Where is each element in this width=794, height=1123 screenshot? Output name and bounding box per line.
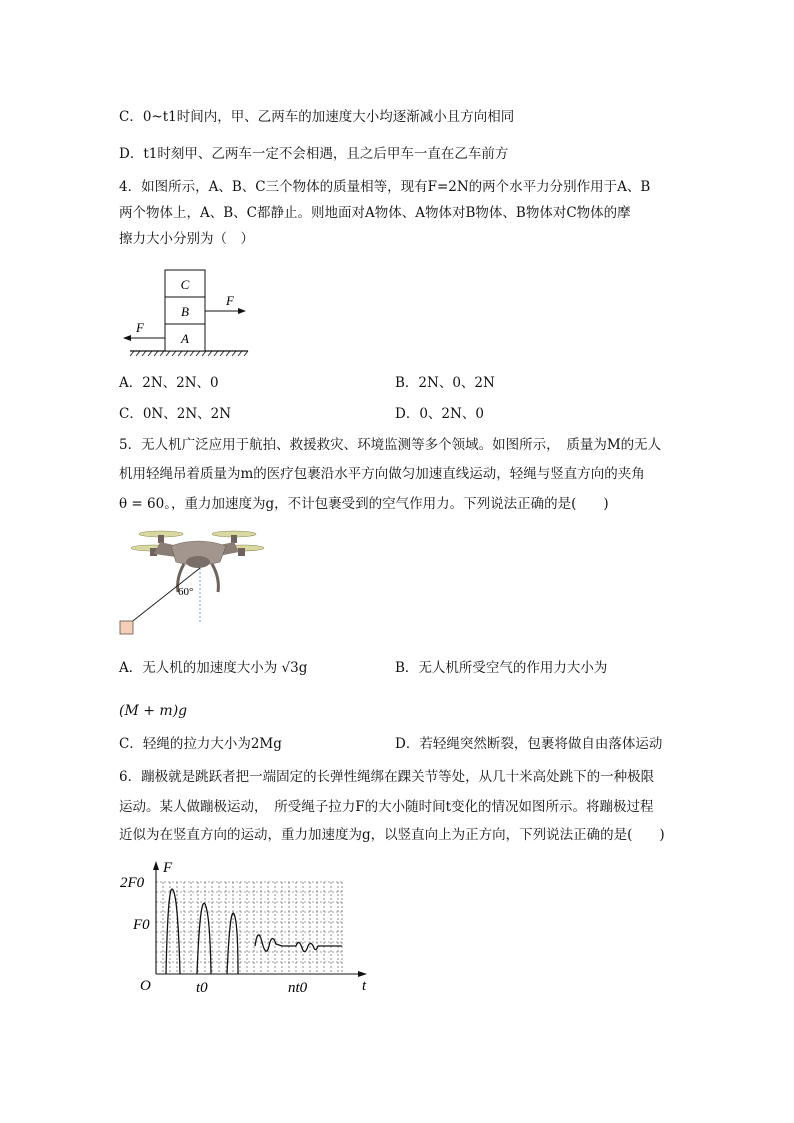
q4-block-figure [118, 265, 258, 360]
q4-stem-line-1: 4．如图所示，A、B、C三个物体的质量相等，现有F=2N的两个水平力分别作用于A、B [119, 179, 651, 195]
q5-option-c: C．轻绳的拉力大小为2Mg [119, 736, 282, 752]
q3-option-c: C．0~t1时间内，甲、乙两车的加速度大小均逐渐减小且方向相同 [119, 109, 515, 125]
q6-force-time-graph [118, 858, 378, 998]
tick-t0: t0 [196, 980, 208, 996]
q5-drone-figure [116, 528, 266, 640]
block-c-label: C [180, 277, 190, 292]
q4-option-c: C．0N、2N、2N [119, 406, 232, 422]
x-axis-label: t [362, 978, 367, 994]
force-left-label: F [136, 320, 144, 335]
q6-stem-line-2: 运动。某人做蹦极运动， 所受绳子拉力F的大小随时间t变化的情况如图所示。将蹦极过程 [119, 799, 654, 815]
q5-option-b-line-1: B．无人机所受空气的作用力大小为 [395, 660, 608, 676]
force-right-label: F [226, 293, 234, 308]
tick-2f0: 2F0 [120, 875, 145, 891]
origin-label: O [140, 978, 151, 994]
q5-stem-line-2: 机用轻绳吊着质量为m的医疗包裹沿水平方向做匀加速直线运动，轻绳与竖直方向的夹角 [119, 466, 645, 482]
block-a-label: A [181, 331, 189, 346]
q6-stem-line-1: 6．蹦极就是跳跃者把一端固定的长弹性绳绑在踝关节等处，从几十米高处跳下的一种极限 [119, 769, 655, 785]
q5-option-d: D．若轻绳突然断裂，包裹将做自由落体运动 [395, 736, 663, 752]
q5-stem-line-3: θ = 60。，重力加速度为g，不计包裹受到的空气作用力。下列说法正确的是( ) [119, 496, 609, 512]
q4-stem-line-3: 擦力大小分别为（ ） [119, 231, 254, 247]
tick-f0: F0 [133, 917, 150, 933]
drone-icon [131, 531, 264, 592]
angle-label: 60° [178, 586, 194, 598]
q4-stem-line-2: 两个物体上，A、B、C都静止。则地面对A物体、A物体对B物体、B物体对C物体的摩 [119, 205, 631, 221]
q3-option-d: D．t1时刻甲、乙两车一定不会相遇，且之后甲车一直在乙车前方 [119, 146, 509, 162]
block-b-label: B [181, 304, 189, 319]
q5-stem-line-1: 5．无人机广泛应用于航拍、救援救灾、环境监测等多个领域。如图所示， 质量为M的无人 [119, 437, 662, 453]
q4-option-d: D．0、2N、0 [395, 406, 484, 422]
q4-option-b: B．2N、0、2N [395, 375, 495, 391]
q6-stem-line-3: 近似为在竖直方向的运动，重力加速度为g，以竖直向上为正方向，下列说法正确的是( ) [119, 827, 665, 843]
q4-option-a: A．2N、2N、0 [119, 375, 219, 391]
q5-option-a: A．无人机的加速度大小为 √3g [119, 660, 308, 676]
y-axis-label: F [163, 860, 173, 876]
q5-option-b-line-2: (M + m)g [119, 703, 188, 719]
tick-nt0: nt0 [288, 980, 308, 996]
